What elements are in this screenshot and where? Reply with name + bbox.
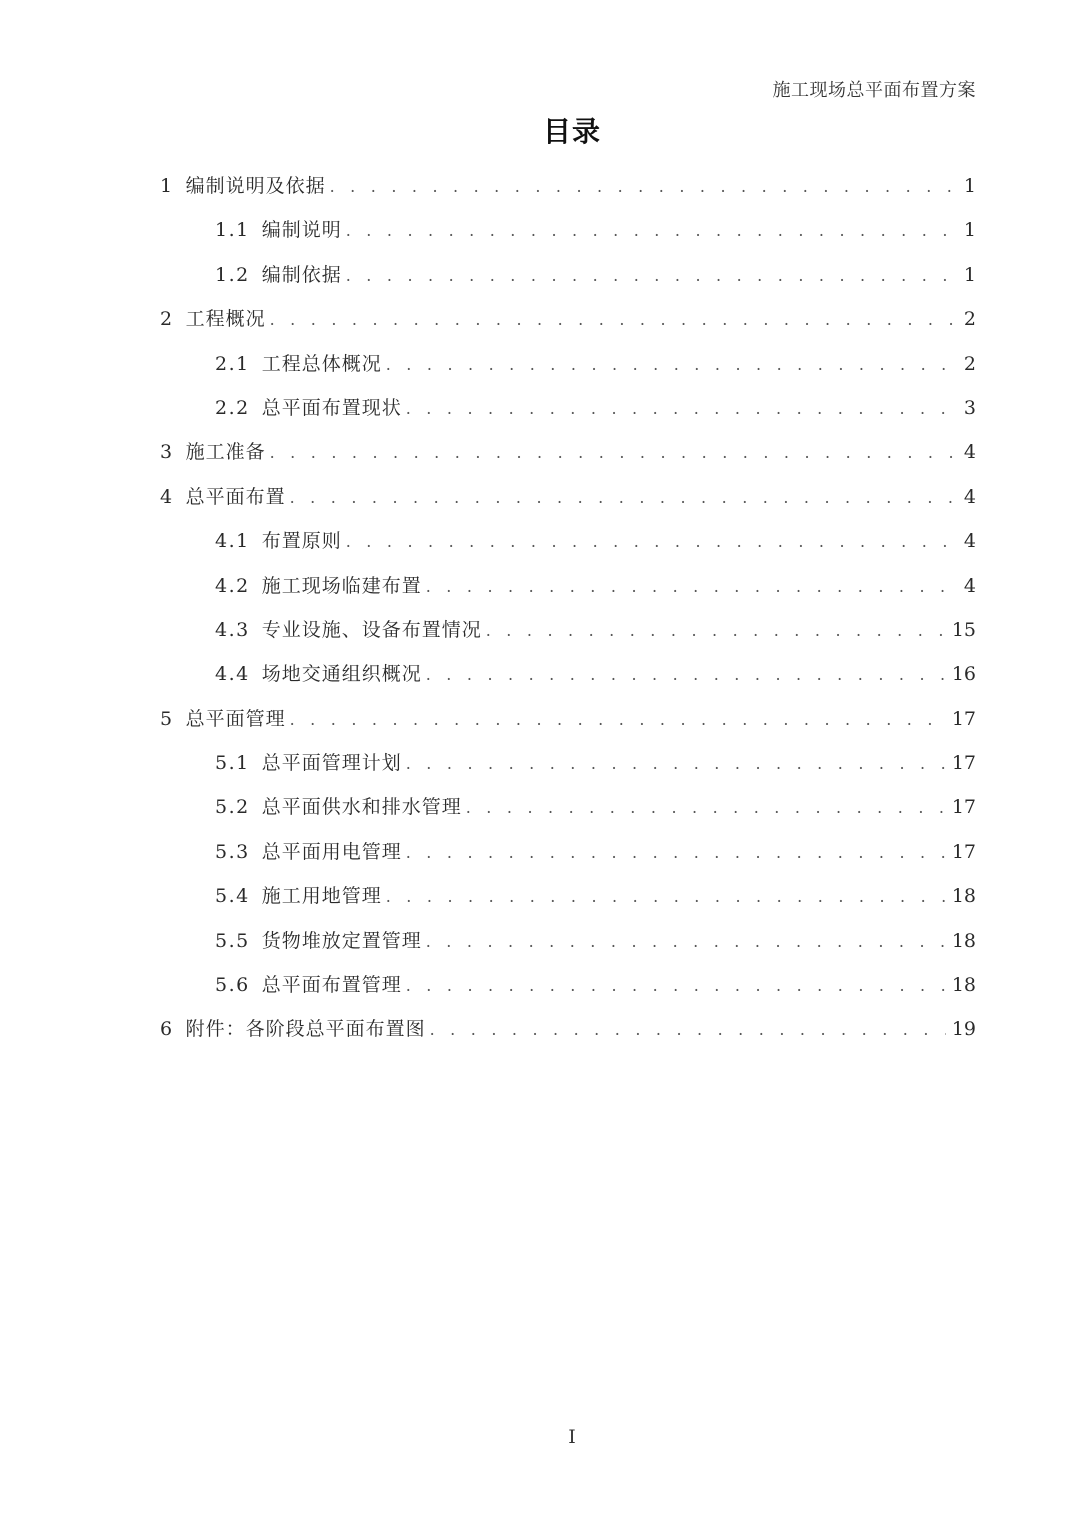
toc-entry-number: 5.2 <box>215 796 250 819</box>
toc-entry-page: 17 <box>951 840 976 863</box>
toc-entry[interactable] <box>160 430 976 474</box>
table-of-contents <box>160 164 976 1052</box>
toc-dot-leader <box>406 742 946 786</box>
toc-entry-page: 19 <box>951 1018 976 1041</box>
toc-entry-number: 4.4 <box>215 663 250 686</box>
toc-dot-leader <box>330 165 958 209</box>
toc-entry-title: 编制依据 <box>261 263 342 286</box>
toc-entry-number: 4 <box>160 485 174 508</box>
toc-dot-leader <box>430 1008 946 1052</box>
toc-entry-page: 4 <box>963 530 976 553</box>
toc-dot-leader <box>406 831 946 875</box>
toc-entry-number: 5.1 <box>215 752 250 775</box>
toc-entry-title: 附件：各阶段总平面布置图 <box>185 1018 426 1041</box>
toc-entry-title: 施工准备 <box>185 441 266 464</box>
toc-entry[interactable] <box>160 608 976 652</box>
toc-title: 目录 <box>542 115 601 148</box>
toc-entry[interactable] <box>160 697 976 741</box>
toc-entry-page: 2 <box>963 308 976 331</box>
toc-entry-page: 1 <box>963 175 976 197</box>
toc-entry-title: 总平面布置管理 <box>261 974 402 997</box>
toc-entry[interactable] <box>160 342 976 386</box>
page-number: I <box>568 1426 576 1448</box>
toc-entry-number: 1 <box>160 175 174 197</box>
toc-entry-title: 总平面布置现状 <box>261 396 402 419</box>
toc-entry-number: 5 <box>160 707 174 730</box>
toc-entry[interactable] <box>160 519 976 563</box>
toc-entry-title: 编制说明及依据 <box>185 175 326 197</box>
toc-entry[interactable] <box>160 652 976 696</box>
toc-entry-page: 1 <box>963 219 976 242</box>
toc-entry-title: 场地交通组织概况 <box>261 663 422 686</box>
toc-dot-leader <box>270 298 958 342</box>
toc-entry-number: 4.3 <box>215 618 250 641</box>
toc-entry[interactable] <box>160 830 976 874</box>
toc-entry-page: 17 <box>951 796 976 819</box>
toc-entry-number: 5.6 <box>215 974 250 997</box>
toc-dot-leader <box>270 431 958 475</box>
toc-entry-page: 15 <box>951 618 976 641</box>
toc-entry[interactable] <box>160 874 976 918</box>
toc-entry-title: 布置原则 <box>261 530 342 553</box>
toc-entry-number: 2.1 <box>215 352 250 375</box>
toc-dot-leader <box>346 209 958 253</box>
toc-dot-leader <box>290 698 946 742</box>
toc-entry[interactable] <box>160 919 976 963</box>
toc-entry[interactable] <box>160 963 976 1007</box>
toc-entry[interactable] <box>160 253 976 297</box>
toc-entry[interactable] <box>160 297 976 341</box>
toc-entry-page: 4 <box>963 441 976 464</box>
toc-entry-page: 17 <box>951 707 976 730</box>
toc-entry-page: 1 <box>963 263 976 286</box>
toc-dot-leader <box>426 653 946 697</box>
toc-dot-leader <box>426 920 946 964</box>
toc-entry-title: 施工用地管理 <box>261 885 382 908</box>
toc-entry-title: 编制说明 <box>261 219 342 242</box>
toc-dot-leader <box>426 565 958 609</box>
toc-entry-number: 5.4 <box>215 885 250 908</box>
toc-entry[interactable] <box>160 386 976 430</box>
toc-entry-page: 4 <box>963 485 976 508</box>
toc-entry-page: 2 <box>963 352 976 375</box>
toc-entry-title: 总平面布置 <box>185 485 286 508</box>
toc-entry[interactable] <box>160 164 976 208</box>
running-header: 施工现场总平面布置方案 <box>772 80 976 101</box>
toc-entry-number: 5.3 <box>215 840 250 863</box>
toc-entry-title: 总平面管理计划 <box>261 752 402 775</box>
toc-entry-title: 工程概况 <box>185 308 266 331</box>
toc-entry[interactable] <box>160 1007 976 1051</box>
toc-entry-page: 3 <box>963 396 976 419</box>
toc-entry[interactable] <box>160 475 976 519</box>
toc-entry[interactable] <box>160 785 976 829</box>
toc-entry-title: 工程总体概况 <box>261 352 382 375</box>
toc-entry[interactable] <box>160 564 976 608</box>
toc-dot-leader <box>386 343 958 387</box>
toc-entry-number: 1.2 <box>215 263 250 286</box>
toc-entry-title: 施工现场临建布置 <box>261 574 422 597</box>
toc-entry-title: 总平面用电管理 <box>261 840 402 863</box>
toc-entry-page: 18 <box>951 885 976 908</box>
toc-entry[interactable] <box>160 208 976 252</box>
toc-entry-number: 4.2 <box>215 574 250 597</box>
toc-entry-number: 4.1 <box>215 530 250 553</box>
toc-entry-page: 17 <box>951 752 976 775</box>
toc-entry-number: 3 <box>160 441 174 464</box>
toc-entry-number: 1.1 <box>215 219 250 242</box>
toc-entry-page: 18 <box>951 929 976 952</box>
toc-entry[interactable] <box>160 741 976 785</box>
toc-entry-title: 总平面管理 <box>185 707 286 730</box>
toc-entry-number: 2 <box>160 308 174 331</box>
toc-entry-title: 专业设施、设备布置情况 <box>261 618 482 641</box>
toc-entry-number: 5.5 <box>215 929 250 952</box>
toc-entry-page: 18 <box>951 974 976 997</box>
toc-dot-leader <box>386 875 946 919</box>
toc-dot-leader <box>290 476 958 520</box>
toc-dot-leader <box>466 786 946 830</box>
toc-entry-title: 货物堆放定置管理 <box>261 929 422 952</box>
toc-entry-title: 总平面供水和排水管理 <box>261 796 462 819</box>
toc-entry-number: 6 <box>160 1018 174 1041</box>
toc-entry-page: 4 <box>963 574 976 597</box>
toc-dot-leader <box>346 254 958 298</box>
toc-dot-leader <box>406 387 958 431</box>
toc-dot-leader <box>346 520 958 564</box>
toc-dot-leader <box>486 609 946 653</box>
toc-entry-page: 16 <box>951 663 976 686</box>
toc-entry-number: 2.2 <box>215 396 250 419</box>
toc-dot-leader <box>406 964 946 1008</box>
